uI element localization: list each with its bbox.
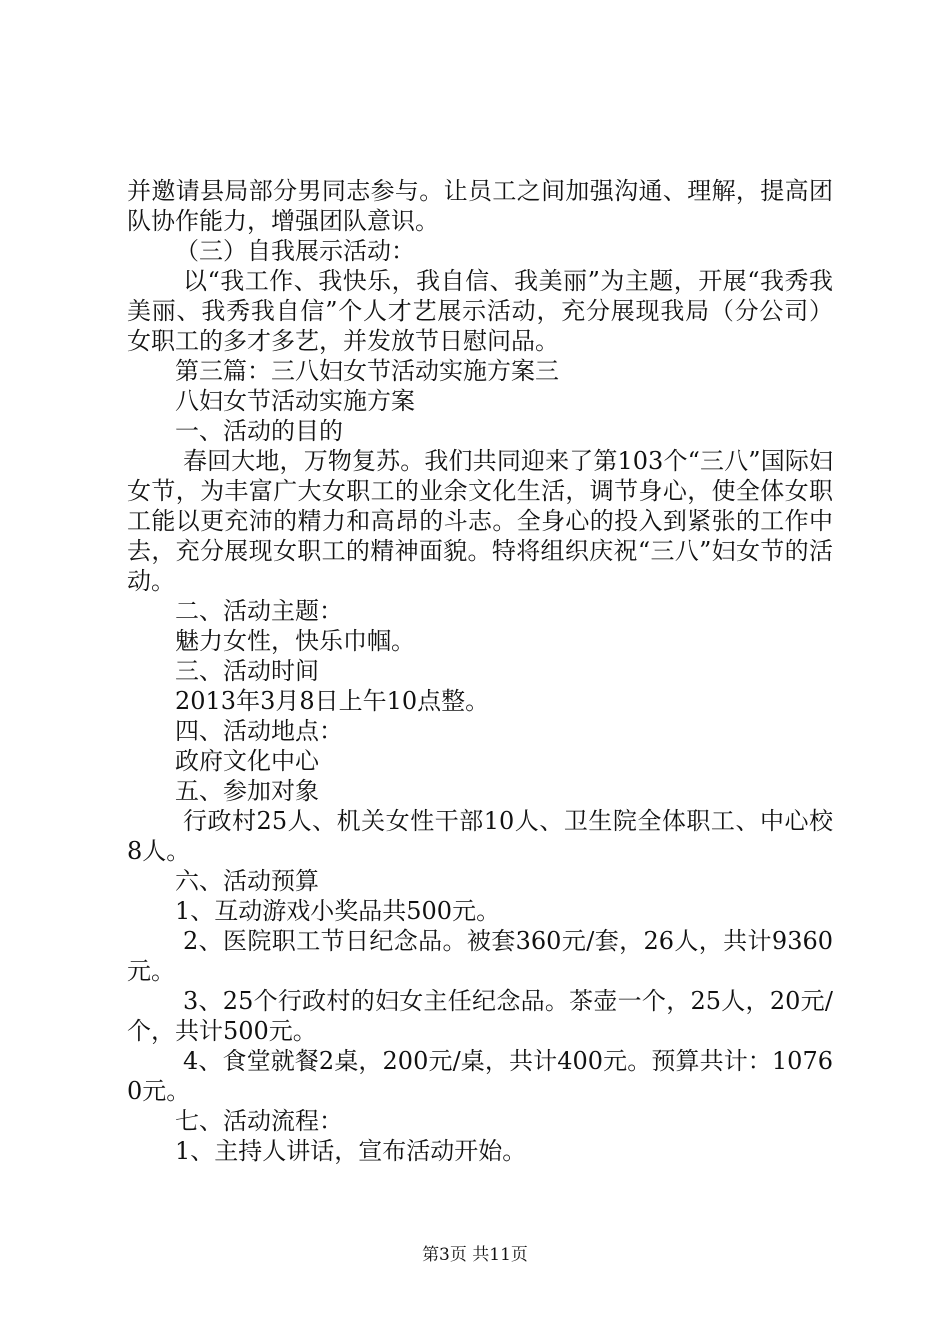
paragraph-time: 2013年3月8日上午10点整。 — [175, 687, 490, 715]
heading-process: 七、活动流程： — [175, 1107, 343, 1135]
paragraph-theme: 魅力女性，快乐巾帼。 — [175, 627, 415, 655]
heading-location: 四、活动地点： — [175, 717, 343, 745]
heading-theme: 二、活动主题： — [175, 597, 343, 625]
heading-part-three: 第三篇：三八妇女节活动实施方案三 — [175, 357, 559, 385]
paragraph-participants: 行政村25人、机关女性干部10人、卫生院全体职工、中心校8人。 — [127, 807, 833, 865]
heading-participants: 五、参加对象 — [175, 777, 319, 805]
paragraph-invite-men: 并邀请县局部分男同志参与。让员工之间加强沟通、理解，提高团队协作能力，增强团队意识。 — [127, 177, 833, 235]
paragraph-self-showcase: 以“我工作、我快乐，我自信、我美丽”为主题，开展“我秀我美丽、我秀我自信”个人才艺展示活动，充分展现我局（分公司）女职工的多才多艺，并发放节日慰问品。 — [127, 267, 833, 355]
document-body — [127, 176, 833, 1166]
budget-item-4: 4、食堂就餐2桌，200元/桌，共计400元。预算共计：10760元。 — [127, 1047, 833, 1105]
budget-item-3: 3、25个行政村的妇女主任纪念品。茶壶一个，25人，20元/个，共计500元。 — [127, 987, 833, 1045]
paragraph-location: 政府文化中心 — [175, 747, 319, 775]
heading-purpose: 一、活动的目的 — [175, 417, 343, 445]
heading-plan-title: 八妇女节活动实施方案 — [175, 387, 415, 415]
paragraph-purpose: 春回大地，万物复苏。我们共同迎来了第103个“三八”国际妇女节，为丰富广大女职工的业余文化生活，调节身心，使全体女职工能以更充沛的精力和高昂的斗志。全身心的投入到紧张的工作中去，充分展现女职工的精神面貌。特将组织庆祝“三八”妇女节的活动。 — [127, 447, 833, 595]
page-footer: 第3页 共11页 — [422, 1245, 528, 1265]
budget-item-1: 1、互动游戏小奖品共500元。 — [175, 897, 501, 925]
budget-item-2: 2、医院职工节日纪念品。被套360元/套，26人，共计9360元。 — [127, 927, 833, 985]
heading-budget: 六、活动预算 — [175, 867, 319, 895]
heading-time: 三、活动时间 — [175, 657, 319, 685]
process-item-1: 1、主持人讲话，宣布活动开始。 — [175, 1137, 527, 1165]
heading-self-showcase: （三）自我展示活动： — [175, 237, 415, 265]
